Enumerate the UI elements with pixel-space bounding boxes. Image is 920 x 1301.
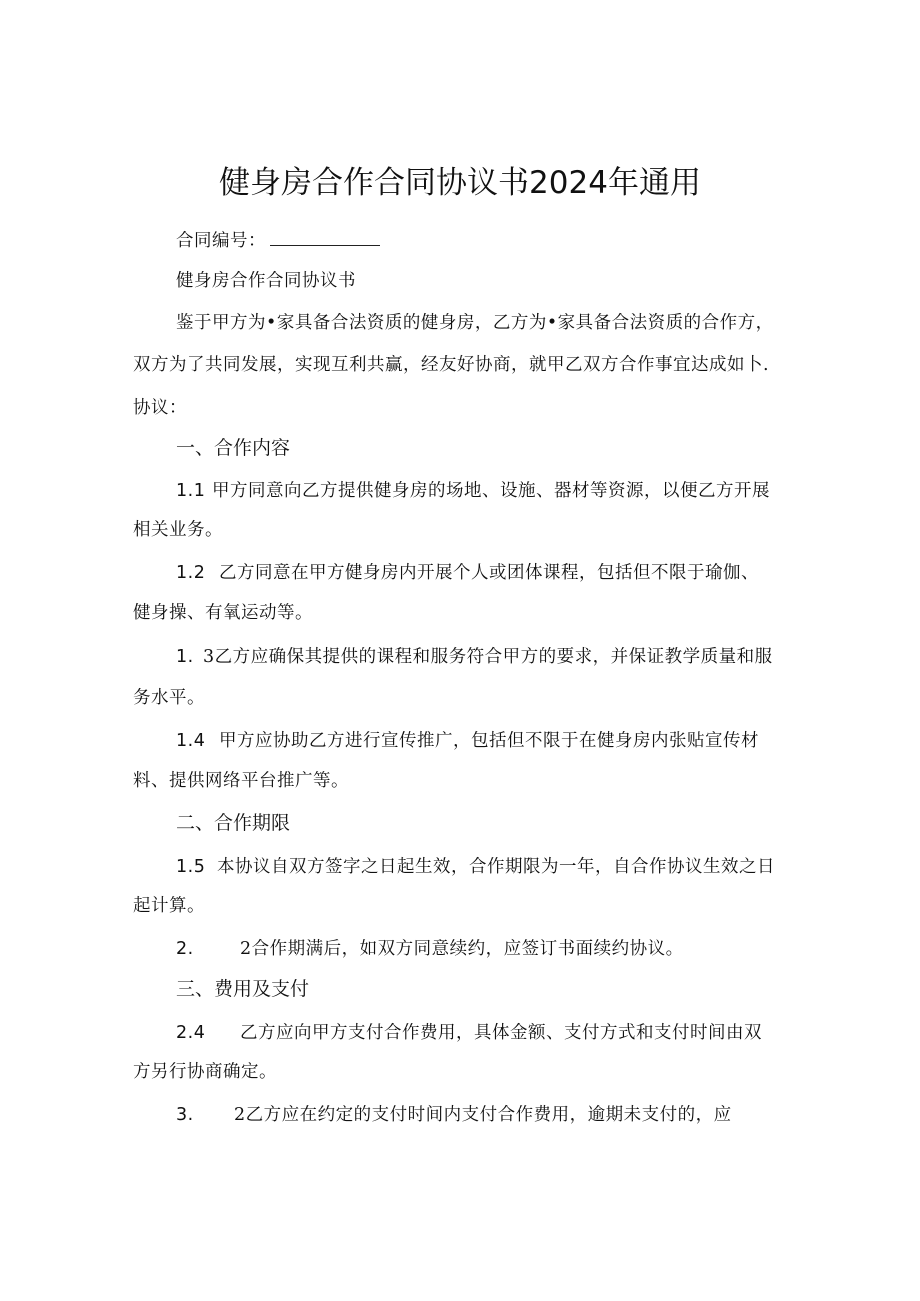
document-subtitle: 健身房合作合同协议书 bbox=[176, 271, 356, 291]
clause-2-4-line-1 bbox=[176, 1021, 842, 1045]
clause-1-5-number: 1.5 bbox=[176, 857, 206, 877]
clause-1-5-text: 本协议自双方签字之日起生效，合作期限为一年，自合作协议生效之日 bbox=[217, 857, 775, 877]
clause-1-2-number: 1.2 bbox=[176, 563, 206, 583]
clause-2-2-line-1 bbox=[176, 937, 842, 961]
clause-1-4-line-1 bbox=[176, 729, 842, 753]
clause-1-1-number: 1.1 bbox=[176, 481, 206, 501]
clause-1-4-number: 1.4 bbox=[176, 731, 206, 751]
clause-1-2-line-2: 健身操、有氧运动等。 bbox=[133, 603, 313, 623]
clause-3-2-line-1 bbox=[176, 1103, 842, 1127]
section-2-heading: 二、合作期限 bbox=[176, 812, 291, 834]
clause-1-1-line-2: 相关业务。 bbox=[133, 520, 223, 540]
clause-1-2-line-1 bbox=[176, 561, 842, 585]
clause-1-3-line-1 bbox=[176, 645, 842, 669]
clause-1-5-line-1 bbox=[176, 855, 842, 879]
clause-3-2-text: 2乙方应在约定的支付时间内支付合作费用，逾期未支付的，应 bbox=[234, 1105, 732, 1125]
clause-2-4-text: 乙方应向甲方支付合作费用，具体金额、支付方式和支付时间由双 bbox=[240, 1023, 762, 1043]
clause-1-3-line-2: 务水平。 bbox=[133, 688, 205, 708]
clause-1-4-text: 甲方应协助乙方进行宣传推广，包括但不限于在健身房内张贴宣传材 bbox=[219, 731, 759, 751]
section-1-heading: 一、合作内容 bbox=[176, 437, 291, 459]
clause-1-2-text: 乙方同意在甲方健身房内开展个人或团体课程，包括但不限于瑜伽、 bbox=[219, 563, 759, 583]
clause-1-4-line-2: 料、提供网络平台推广等。 bbox=[133, 771, 349, 791]
clause-1-1-text: 甲方同意向乙方提供健身房的场地、设施、器材等资源，以便乙方开展 bbox=[212, 481, 770, 501]
preamble-line-3: 协议： bbox=[133, 398, 187, 418]
clause-2-4-number: 2.4 bbox=[176, 1023, 206, 1043]
document-title: 健身房合作合同协议书2024年通用 bbox=[219, 165, 701, 201]
clause-1-5-line-2: 起计算。 bbox=[133, 896, 205, 916]
clause-2-2-text: 2合作期满后，如双方同意续约，应签订书面续约协议。 bbox=[240, 939, 684, 959]
preamble-line-1: 鉴于甲方为•家具备合法资质的健身房，乙方为•家具备合法资质的合作方， bbox=[176, 313, 774, 333]
preamble-line-2: 双方为了共同发展，实现互利共赢，经友好协商，就甲乙双方合作事宜达成如卜. bbox=[133, 355, 770, 375]
clause-2-2-number: 2. bbox=[176, 939, 194, 959]
clause-1-3-number: 1. bbox=[176, 647, 194, 667]
contract-number-row bbox=[176, 228, 842, 253]
contract-number-blank[interactable] bbox=[270, 228, 380, 246]
clause-3-2-number: 3. bbox=[176, 1105, 194, 1125]
section-3-heading: 三、费用及支付 bbox=[176, 978, 310, 1000]
contract-number-label: 合同编号： bbox=[176, 231, 266, 251]
clause-2-4-line-2: 方另行协商确定。 bbox=[133, 1062, 277, 1082]
clause-1-1-line-1 bbox=[176, 479, 842, 503]
clause-1-3-text: 3乙方应确保其提供的课程和服务符合甲方的要求，并保证教学质量和服 bbox=[203, 647, 773, 667]
